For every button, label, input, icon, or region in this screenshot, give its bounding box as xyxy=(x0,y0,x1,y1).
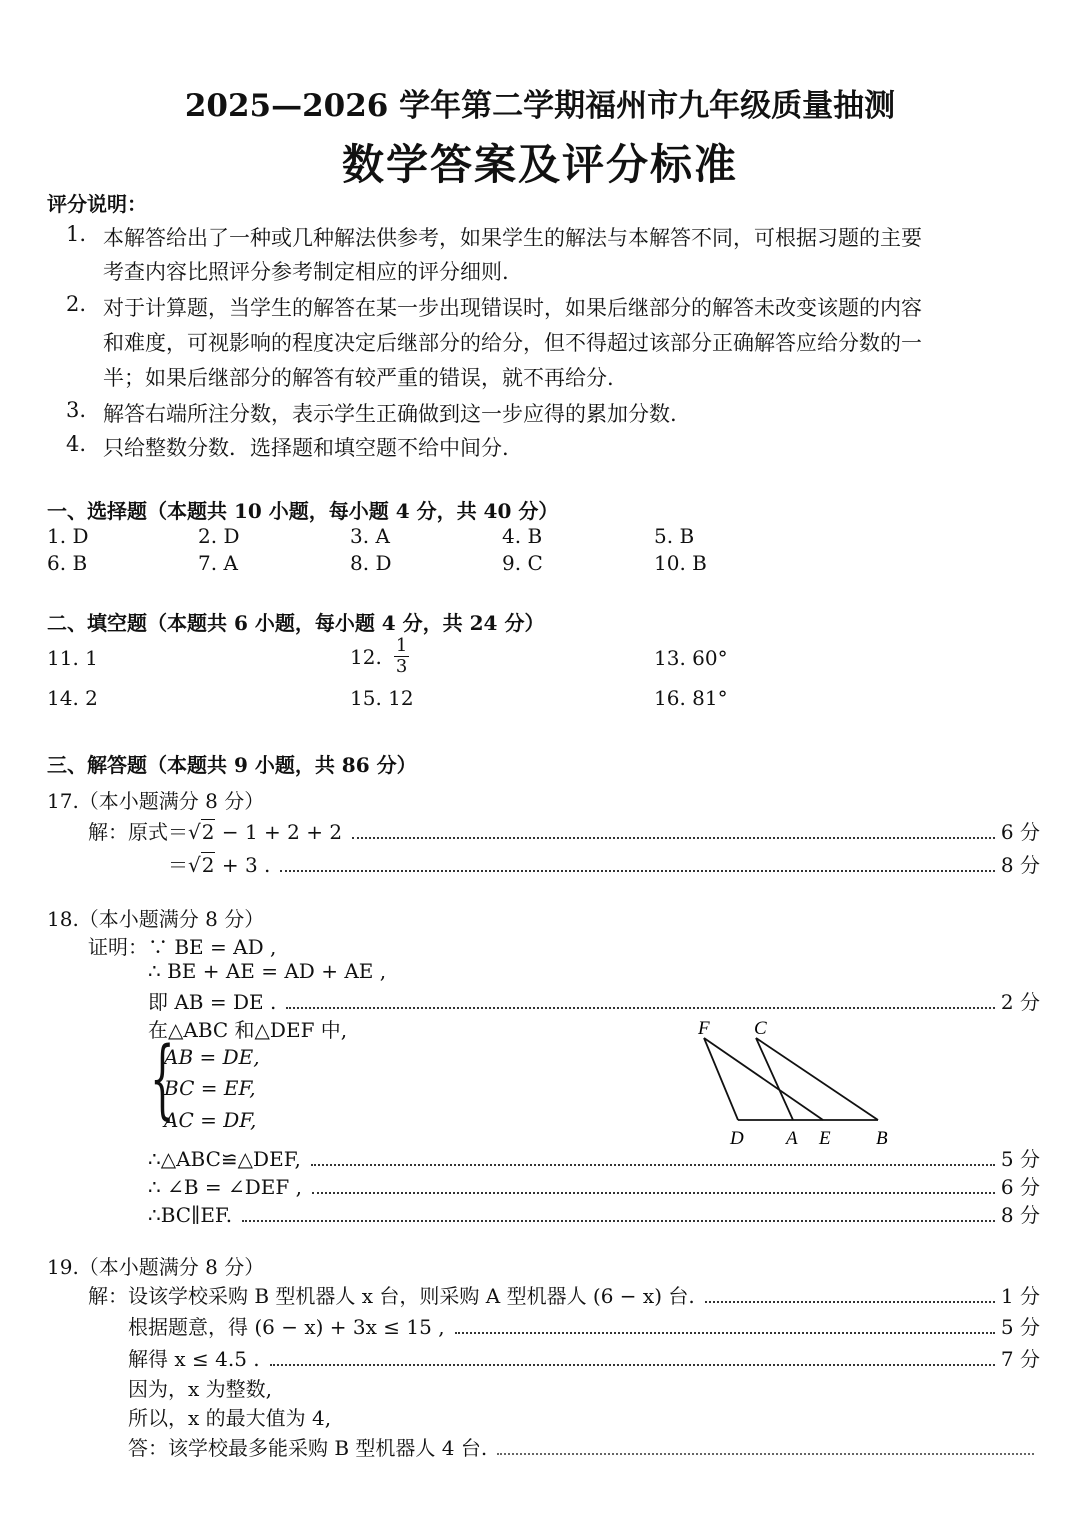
q19-line5: 所以，x 的最大值为 4, xyxy=(128,1406,332,1430)
section1-heading: 一、选择题（本题共 10 小题，每小题 4 分，共 40 分） xyxy=(47,499,559,523)
note-2-num: 2. xyxy=(66,292,87,316)
q17-step2 xyxy=(168,849,1040,878)
note-2-line3: 半；如果后继部分的解答有较严重的错误，就不再给分. xyxy=(103,366,614,390)
mc-answer-4: 4. B xyxy=(502,524,543,548)
fill-answer-16: 16. 81° xyxy=(654,686,728,710)
mc-answer-9: 9. C xyxy=(502,551,543,575)
q17-step1-score: 6 分 xyxy=(1000,820,1040,844)
mc-answer-2: 2. D xyxy=(198,524,240,548)
mc-answer-1: 1. D xyxy=(47,524,89,548)
dotted-leader xyxy=(705,1300,995,1303)
q18-line7-score: 8 分 xyxy=(1000,1203,1040,1227)
section2-heading: 二、填空题（本题共 6 小题，每小题 4 分，共 24 分） xyxy=(47,611,545,635)
q18-line3: 即 AB = DE . 2 分 xyxy=(148,986,1040,1015)
fill-answer-12 xyxy=(350,637,409,676)
note-4-num: 4. xyxy=(66,432,87,456)
q18-title: 18.（本小题满分 8 分） xyxy=(47,907,265,931)
notes-heading: 评分说明： xyxy=(47,192,147,216)
q19-title: 19.（本小题满分 8 分） xyxy=(47,1255,265,1279)
mc-answer-3: 3. A xyxy=(350,524,390,548)
fraction-numerator: 1 xyxy=(395,635,408,656)
q19-line1: 解：设该学校采购 B 型机器人 x 台，则采购 A 型机器人 (6 − x) 台. 1 分 xyxy=(88,1280,1040,1309)
note-2-line1: 对于计算题，当学生的解答在某一步出现错误时，如果后继部分的解答未改变该题的内容 xyxy=(103,296,922,320)
fill-answer-15: 15. 12 xyxy=(350,686,414,710)
q18-line2: ∴ BE + AE = AD + AE , xyxy=(148,959,387,983)
sqrt-symbol: √2 xyxy=(188,853,215,877)
note-3-num: 3. xyxy=(66,398,87,422)
note-1-line2: 考查内容比照评分参考制定相应的评分细则. xyxy=(103,260,509,284)
fill-answer-11: 11. 1 xyxy=(47,646,98,670)
dotted-leader xyxy=(312,1191,995,1194)
q18-line5: ∴△ABC≌△DEF, 5 分 xyxy=(148,1143,1040,1172)
dotted-leader xyxy=(242,1219,995,1222)
note-4-line1: 只给整数分数．选择题和填空题不给中间分. xyxy=(103,436,509,460)
dotted-leader xyxy=(455,1331,995,1334)
mc-answer-8: 8. D xyxy=(350,551,392,575)
point-label-F: F xyxy=(698,1018,710,1039)
geometry-figure xyxy=(690,1012,910,1152)
fraction-denominator: 3 xyxy=(395,656,408,677)
note-3-line1: 解答右端所注分数，表示学生正确做到这一步应得的累加分数. xyxy=(103,402,677,426)
q18-line4: 在△ABC 和△DEF 中, xyxy=(148,1018,348,1042)
point-label-A: A xyxy=(786,1128,798,1149)
point-label-B: B xyxy=(876,1128,888,1149)
dotted-leader xyxy=(286,1006,995,1009)
note-1-line1: 本解答给出了一种或几种解法供参考，如果学生的解法与本解答不同，可根据习题的主要 xyxy=(103,226,922,250)
note-2-line2: 和难度，可视影响的程度决定后继部分的给分，但不得超过该部分正确解答应给分数的一 xyxy=(103,331,922,355)
q19-line2-score: 5 分 xyxy=(1000,1315,1040,1339)
mc-answer-7: 7. A xyxy=(198,551,238,575)
q18-line3-score: 2 分 xyxy=(1000,990,1040,1014)
point-label-C: C xyxy=(754,1018,767,1039)
mc-answer-5: 5. B xyxy=(654,524,695,548)
q17-step2-score: 8 分 xyxy=(1000,853,1040,877)
sqrt-symbol: √2 xyxy=(188,820,215,844)
q19-line3: 解得 x ≤ 4.5 . 7 分 xyxy=(128,1343,1040,1372)
q18-line1: 证明：∵ BE = AD , xyxy=(88,935,277,959)
q18-line6-score: 6 分 xyxy=(1000,1175,1040,1199)
fill-answer-12-num: 12. xyxy=(350,644,382,669)
point-label-E: E xyxy=(819,1128,831,1149)
page-subtitle: 数学答案及评分标准 xyxy=(341,140,738,189)
q17-step2-expr: ＝√2 + 3 . xyxy=(168,853,271,877)
q17-step1-expr: 解：原式＝√2 − 1 + 2 + 2 xyxy=(88,820,343,844)
dotted-leader xyxy=(352,836,995,839)
point-label-D: D xyxy=(730,1128,744,1149)
q19-line3-score: 7 分 xyxy=(1000,1347,1040,1371)
q18-system-eq2: BC = EF, xyxy=(164,1076,256,1100)
section3-heading: 三、解答题（本题共 9 小题，共 86 分） xyxy=(47,753,417,777)
page-title: 2025—2026 学年第二学期福州市九年级质量抽测 xyxy=(184,88,896,124)
q17-step1 xyxy=(88,816,1040,845)
fraction xyxy=(394,637,409,676)
note-1-num: 1. xyxy=(66,222,87,246)
fill-answer-14: 14. 2 xyxy=(47,686,98,710)
dotted-leader xyxy=(280,869,995,872)
q19-line6: 答：该学校最多能采购 B 型机器人 4 台. xyxy=(128,1432,1040,1461)
q18-line5-score: 5 分 xyxy=(1000,1147,1040,1171)
system-brace: { xyxy=(150,1029,175,1129)
q18-line6: ∴ ∠B = ∠DEF , 6 分 xyxy=(148,1171,1040,1200)
dotted-leader xyxy=(497,1452,1034,1455)
mc-answer-6: 6. B xyxy=(47,551,88,575)
q17-title: 17.（本小题满分 8 分） xyxy=(47,789,265,813)
fill-answer-13: 13. 60° xyxy=(654,646,728,670)
dotted-leader xyxy=(311,1163,995,1166)
dotted-leader xyxy=(270,1363,995,1366)
mc-answer-10: 10. B xyxy=(654,551,707,575)
q18-system-eq1: AB = DE, xyxy=(164,1045,260,1069)
q18-system-eq3: AC = DF, xyxy=(164,1108,257,1132)
q18-line7: ∴BC∥EF. 8 分 xyxy=(148,1199,1040,1228)
q19-line2: 根据题意，得 (6 − x) + 3x ≤ 15 , 5 分 xyxy=(128,1311,1040,1340)
q19-line1-score: 1 分 xyxy=(1000,1284,1040,1308)
q19-line4: 因为，x 为整数, xyxy=(128,1377,272,1401)
